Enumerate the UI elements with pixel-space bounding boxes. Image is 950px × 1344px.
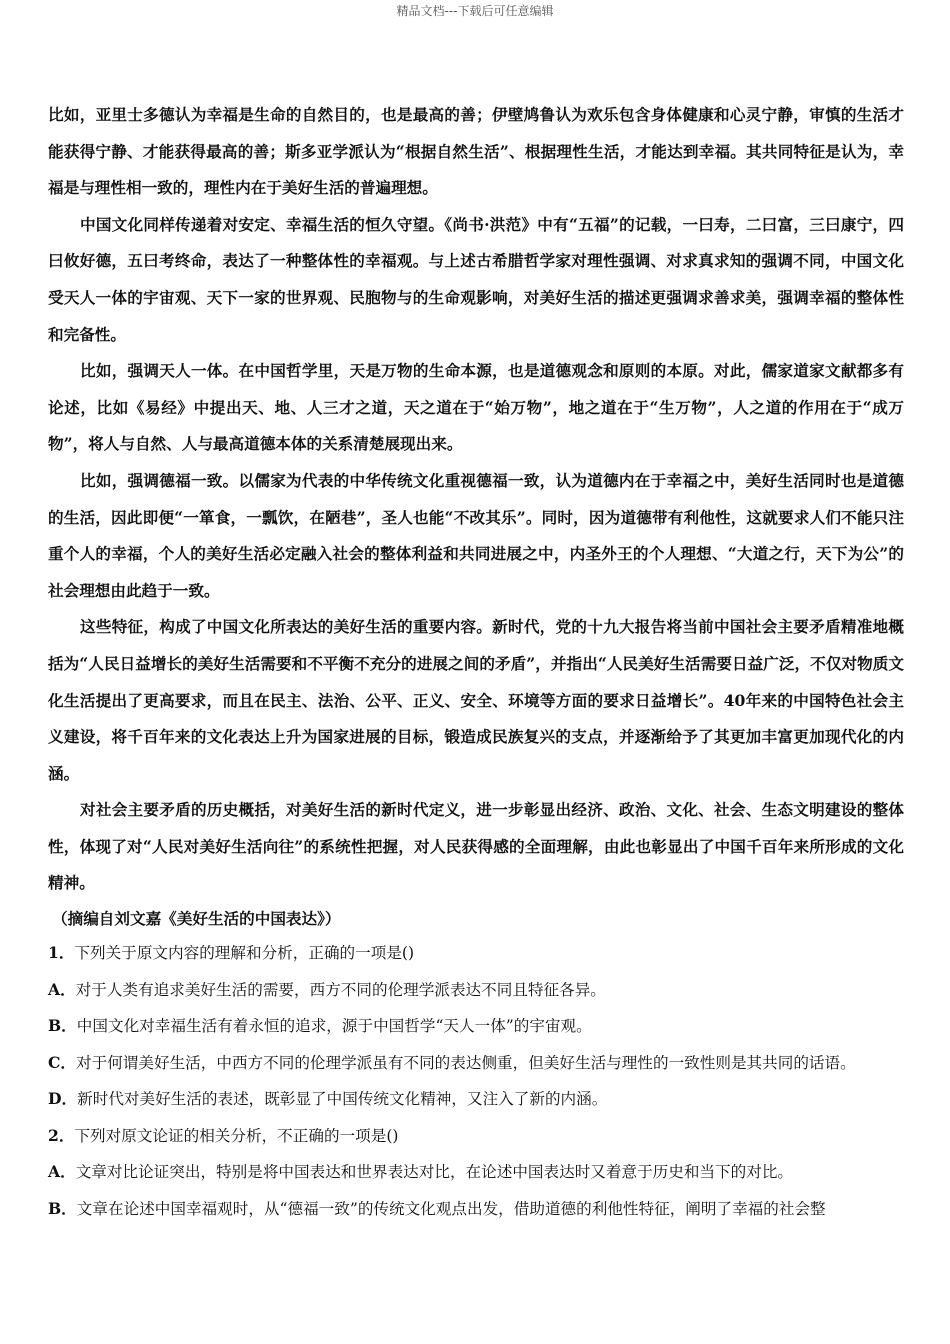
source-citation: （摘编自刘文嘉《美好生活的中国表达》）: [52, 909, 341, 929]
option-1b: [48, 1008, 904, 1045]
document-body: [48, 97, 904, 1227]
option-letter: B．: [48, 1198, 77, 1218]
question-list: [48, 935, 904, 1227]
option-text: 文章对比论证突出，特别是将中国表达和世界表达对比，在论述中国表达时又着意于历史和当下的对比。: [75, 1163, 794, 1182]
paragraph-4: 比如，强调德福一致。以儒家为代表的中华传统文化重视德福一致，认为道德内在于幸福之中，美好生活同时也是道德的生活，因此即便“一箪食，一瓢饮，在陋巷”，圣人也能“不改其乐”。同时，因为道德带有利他性，这就要求人们不能只注重个人的幸福，个人的美好生活必定融入社会的整体利益和共同进展之中，内圣外王的个人理想、“大道之行，天下为公”的社会理想由此趋于一致。: [48, 470, 904, 600]
option-text: 新时代对美好生活的表述，既彰显了中国传统文化精神，又注入了新的内涵。: [77, 1090, 608, 1109]
option-text: 对于何谓美好生活，中西方不同的伦理学派虽有不同的表达侧重，但美好生活与理性的一致性则是其共同的话语。: [76, 1053, 856, 1072]
option-2b: [48, 1191, 904, 1228]
question-text: 下列关于原文内容的理解和分析，正确的一项是(): [74, 944, 415, 963]
paragraph-3: 比如，强调天人一体。在中国哲学里，天是万物的生命本源，也是道德观念和原则的本原。对此，儒家道家文献都多有论述，比如《易经》中提出天、地、人三才之道，天之道在于“始万物”，地之道在于“生万物”，人之道的作用在于“成万物”，将人与自然、人与最高道德本体的关系清楚展现出来。: [48, 361, 904, 454]
option-text: 文章在论述中国幸福观时，从“德福一致”的传统文化观点出发，借助道德的利他性特征，阐明了幸福的社会整: [76, 1199, 826, 1218]
question-2: [48, 1118, 904, 1155]
option-letter: D．: [48, 1089, 78, 1109]
option-letter: C．: [48, 1052, 77, 1072]
paragraph-5: 这些特征，构成了中国文化所表达的美好生活的重要内容。新时代，党的十九大报告将当前中国社会主要矛盾精准地概括为“人民日益增长的美好生活需要和不平衡不充分的进展之间的矛盾”，并指出“人民美好生活需要日益广泛，不仅对物质文化生活提出了更高要求，而且在民主、法治、公平、正义、安全、环境等方面的要求日益增长”。40年来的中国特色社会主义建设，将千百年来的文化表达上升为国家进展的目标，锻造成民族复兴的支点，并逐渐给予了其更加丰富更加现代化的内涵。: [48, 617, 904, 783]
paragraph-2: 中国文化同样传递着对安定、幸福生活的恒久守望。《尚书·洪范》中有“五福”的记载，一曰寿，二曰富，三曰康宁，四曰攸好德，五曰考终命，表达了一种整体性的幸福观。与上述古希腊哲学家对理性强调、对求真求知的强调不同，中国文化受天人一体的宇宙观、天下一家的世界观、民胞物与的生命观影响，对美好生活的描述更强调求善求美，强调幸福的整体性和完备性。: [48, 214, 904, 344]
question-number: 1．: [48, 943, 75, 963]
option-letter: A．: [48, 1162, 76, 1182]
paragraph-1: 比如，亚里士多德认为幸福是生命的自然目的，也是最高的善；伊壁鸠鲁认为欢乐包含身体健康和心灵宁静，审慎的生活才能获得宁静、才能获得最高的善；斯多亚学派认为“根据自然生活”、根据理性生活，才能达到幸福。其共同特征是认为，幸福是与理性相一致的，理性内在于美好生活的普遍理想。: [48, 105, 904, 198]
option-text: 中国文化对幸福生活有着永恒的追求，源于中国哲学“天人一体”的宇宙观。: [76, 1017, 592, 1036]
option-letter: A．: [48, 979, 76, 999]
option-1c: [48, 1045, 904, 1082]
question-text: 下列对原文论证的相关分析，不正确的一项是(): [74, 1126, 399, 1145]
option-1a: [48, 972, 904, 1009]
option-letter: B．: [48, 1016, 77, 1036]
question-1: [48, 935, 904, 972]
question-number: 2．: [48, 1125, 75, 1145]
paragraph-6: 对社会主要矛盾的历史概括，对美好生活的新时代定义，进一步彰显出经济、政治、文化、社会、生态文明建设的整体性，体现了对“人民对美好生活向往”的系统性把握，对人民获得感的全面理解，由此也彰显出了中国千百年来所形成的文化精神。: [48, 800, 904, 893]
option-1d: [48, 1081, 904, 1118]
option-2a: [48, 1154, 904, 1191]
option-text: 对于人类有追求美好生活的需要，西方不同的伦理学派表达不同且特征各异。: [75, 980, 606, 999]
page-header: 精品文档---下载后可任意编辑: [396, 4, 554, 18]
